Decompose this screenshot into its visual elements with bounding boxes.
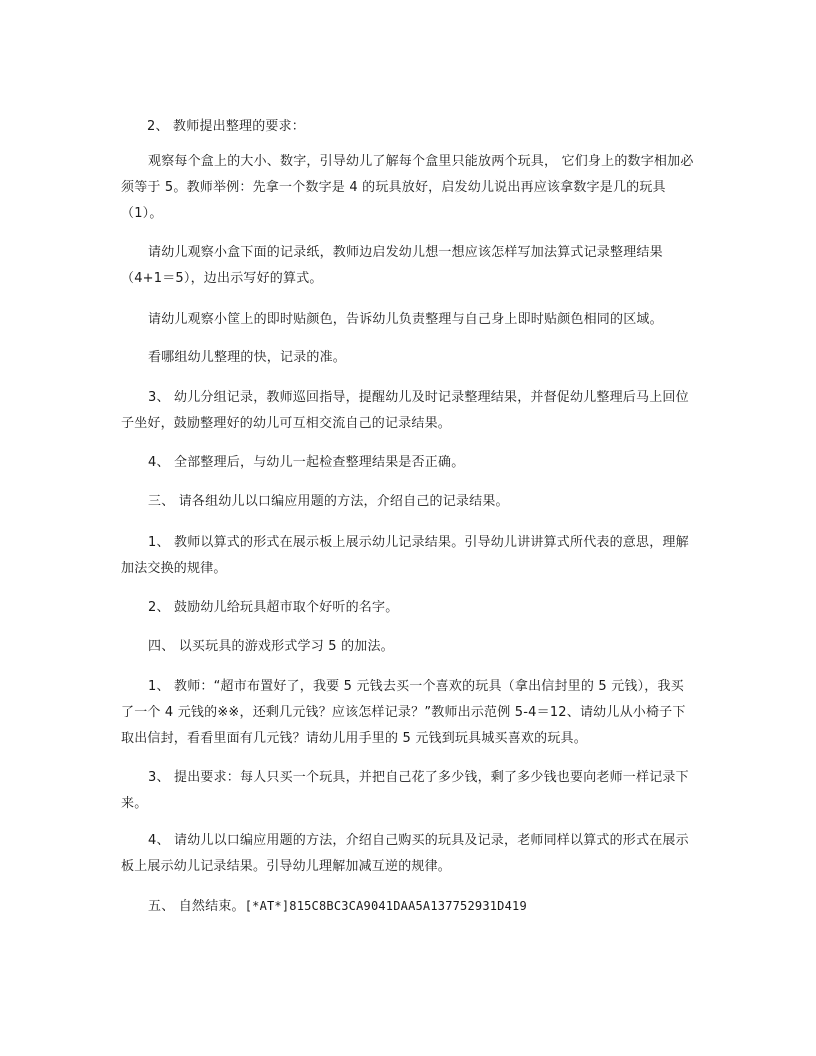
paragraph-2-supermarket-name: 2、 鼓励幼儿给玩具超市取个好听的名字。 xyxy=(148,600,399,615)
paragraph-3-group-record: 3、 幼儿分组记录，教师巡回指导，提醒幼儿及时记录整理结果，并督促幼儿整理后马上回位子坐好，鼓励整理好的幼儿可互相交流自己的记录结果。 xyxy=(121,390,689,431)
paragraph-2-requirements: 2、 教师提出整理的要求： xyxy=(147,119,306,134)
section-5-heading xyxy=(148,893,723,920)
paragraph-4-word-problems: 4、 请幼儿以口编应用题的方法，介绍自己购买的玩具及记录，老师同样以算式的形式在展示板上展示幼儿记录结果。引导幼儿理解加减互逆的规律。 xyxy=(121,833,689,874)
section-5-text: 五、 自然结束。 xyxy=(148,899,245,914)
paragraph-4-check-results: 4、 全部整理后，与幼儿一起检查整理结果是否正确。 xyxy=(148,455,465,470)
paragraph-1-teacher-example: 1、 教师：“超市布置好了，我要 5 元钱去买一个喜欢的玩具（拿出信封里的 5 元钱），我买了一个 4 元钱的※※，还剩几元钱？应该怎样记录？”教师出示范例 5-4＝12、请幼儿从小椅子下取出信封，看看里面有几元钱？请幼儿用手里的 5 元钱到玩具城买喜欢的玩具。 xyxy=(121,679,686,746)
section-3-heading: 三、 请各组幼儿以口编应用题的方法，介绍自己的记录结果。 xyxy=(148,494,509,509)
paragraph-sticker-colors: 请幼儿观察小筐上的即时贴颜色，告诉幼儿负责整理与自己身上即时贴颜色相同的区域。 xyxy=(148,312,663,327)
paragraph-record-paper: 请幼儿观察小盒下面的记录纸，教师边启发幼儿想一想应该怎样写加法算式记录整理结果（4+1＝5），边出示写好的算式。 xyxy=(121,245,663,286)
paragraph-observe-boxes: 观察每个盒上的大小、数字，引导幼儿了解每个盒里只能放两个玩具， 它们身上的数字相加必须等于 5。教师举例：先拿一个数字是 4 的玩具放好，启发幼儿说出再应该拿数字是几的玩具（1）。 xyxy=(121,154,694,221)
paragraph-1-display-board: 1、 教师以算式的形式在展示板上展示幼儿记录结果。引导幼儿讲讲算式所代表的意思，理解加法交换的规律。 xyxy=(121,535,689,576)
section-4-heading: 四、 以买玩具的游戏形式学习 5 的加法。 xyxy=(148,639,394,654)
paragraph-which-group: 看哪组幼儿整理的快，记录的准。 xyxy=(148,350,347,365)
paragraph-3-requirements: 3、 提出要求：每人只买一个玩具，并把自己花了多少钱，剩了多少钱也要向老师一样记录下来。 xyxy=(121,770,689,811)
footer-code: [*AT*]815C8BC3CA9041DAA5A137752931D419 xyxy=(244,899,527,913)
